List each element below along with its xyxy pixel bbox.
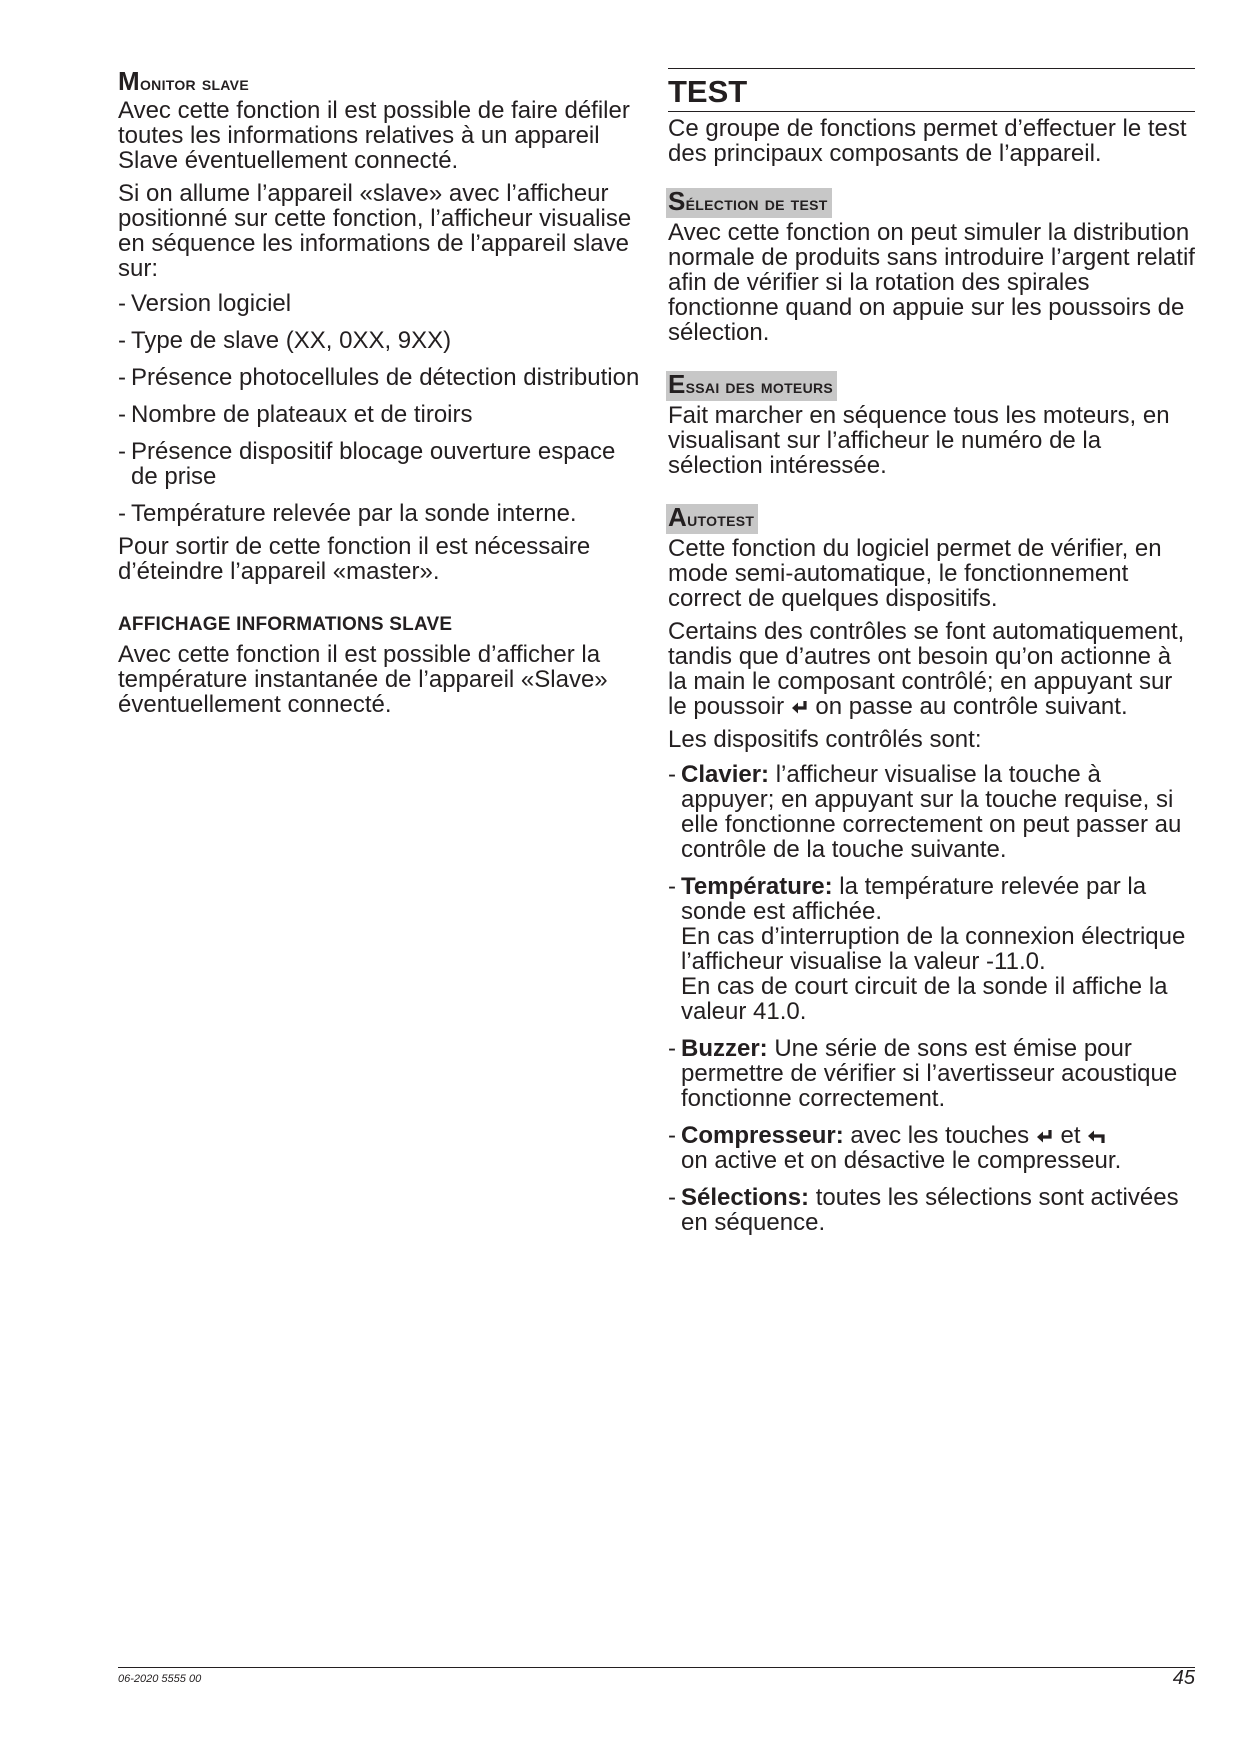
monitor-slave-list <box>118 291 640 526</box>
autotest-section <box>668 504 1195 534</box>
list-item: - Présence photocellules de détection distribution <box>118 365 640 390</box>
essai-para: Fait marcher en séquence tous les moteurs, en visualisant sur l’afficheur le numéro de la sélection intéressée. <box>668 402 1170 479</box>
list-item <box>668 1036 1195 1111</box>
autotest-para-2-b: on passe au contrôle suivant. <box>815 693 1128 720</box>
list-item-label: Buzzer: <box>681 1035 768 1062</box>
list-item <box>668 1123 1195 1173</box>
selection-heading: Sélection de test <box>666 188 832 218</box>
list-item <box>668 874 1195 1024</box>
page-number: 45 <box>1172 1667 1195 1689</box>
list-item: - Type de slave (XX, 0XX, 9XX) <box>118 328 640 353</box>
list-item-text: on active et on désactive le compresseur. <box>681 1147 1122 1174</box>
list-item-label: Sélections: <box>681 1184 810 1211</box>
list-item: - Version logiciel <box>118 291 640 316</box>
selection-section <box>668 188 1195 218</box>
list-item-text: toutes les sélections sont activées en séquence. <box>681 1184 1179 1236</box>
monitor-slave-para-2: Si on allume l’appareil «slave» avec l’afficheur positionné sur cette fonction, l’afficheur visualise en séquence les informations de l’appareil slave sur: <box>118 180 632 282</box>
list-item-text: l’afficheur visualise la touche à appuyer; en appuyant sur la touche requise, si elle fonctionne correctement on peut passer au contrôle de la touche suivante. <box>681 761 1182 863</box>
list-item: - Température relevée par la sonde interne. <box>118 501 640 526</box>
list-item-text: avec les touches <box>843 1122 1030 1149</box>
autotest-para-1: Cette fonction du logiciel permet de vérifier, en mode semi-automatique, le fonctionnement correct de quelques dispositifs. <box>668 535 1162 612</box>
right-column <box>668 68 1195 1247</box>
list-item <box>668 762 1195 862</box>
essai-section <box>668 371 1195 401</box>
list-item-text: et <box>1060 1122 1081 1149</box>
monitor-slave-para-3: Pour sortir de cette fonction il est nécessaire d’éteindre l’appareil «master». <box>118 533 591 585</box>
essai-heading: Essai des moteurs <box>666 371 837 401</box>
list-item-label: Clavier: <box>681 761 770 788</box>
list-item-text: En cas d’interruption de la connexion électrique l’afficheur visualise la valeur -11.0. <box>681 923 1186 975</box>
list-item <box>668 1185 1195 1235</box>
monitor-slave-heading: Monitor slave <box>118 66 249 96</box>
list-item: - Présence dispositif blocage ouverture espace de prise <box>118 439 640 489</box>
affichage-heading: AFFICHAGE INFORMATIONS SLAVE <box>118 614 453 635</box>
page-title: TEST <box>668 74 748 109</box>
autotest-para-3: Les dispositifs contrôlés sont: <box>668 726 982 753</box>
enter-key-icon <box>791 698 809 716</box>
autotest-para-2 <box>668 619 1195 719</box>
monitor-slave-para-1: Avec cette fonction il est possible de faire défiler toutes les informations relatives à un appareil Slave éventuellement connecté. <box>118 97 630 174</box>
enter-key-icon <box>1036 1127 1054 1145</box>
autotest-para-2-a: Certains des contrôles se font automatiquement, tandis que d’autres ont besoin qu’on actionne à la main le composant contrôlé; en appuyant sur le poussoir <box>668 618 1185 720</box>
back-key-icon <box>1087 1127 1105 1145</box>
selection-para: Avec cette fonction on peut simuler la distribution normale de produits sans introduire l’argent relatif afin de vérifier si la rotation des spirales fonctionne quand on appuie sur les poussoirs de sélection. <box>668 219 1195 346</box>
autotest-list <box>668 762 1195 1235</box>
test-intro: Ce groupe de fonctions permet d’effectuer le test des principaux composants de l’appareil. <box>668 115 1187 167</box>
affichage-para-1: Avec cette fonction il est possible d’afficher la température instantanée de l’appareil «Slave» éventuellement connecté. <box>118 641 608 718</box>
list-item-label: Température: <box>681 873 833 900</box>
list-item-text: Une série de sons est émise pour permettre de vérifier si l’avertisseur acoustique fonctionne correctement. <box>681 1035 1178 1112</box>
document-code: 06-2020 5555 00 <box>118 1673 202 1685</box>
footer-divider <box>118 1667 1195 1668</box>
list-item-text: En cas de court circuit de la sonde il affiche la valeur 41.0. <box>681 973 1168 1025</box>
test-title-bar <box>668 68 1195 112</box>
autotest-heading: Autotest <box>666 504 758 534</box>
left-column <box>118 68 640 725</box>
list-item: - Nombre de plateaux et de tiroirs <box>118 402 640 427</box>
list-item-label: Compresseur: <box>681 1122 844 1149</box>
list-item-text: la température relevée par la sonde est affichée. <box>681 873 1147 925</box>
